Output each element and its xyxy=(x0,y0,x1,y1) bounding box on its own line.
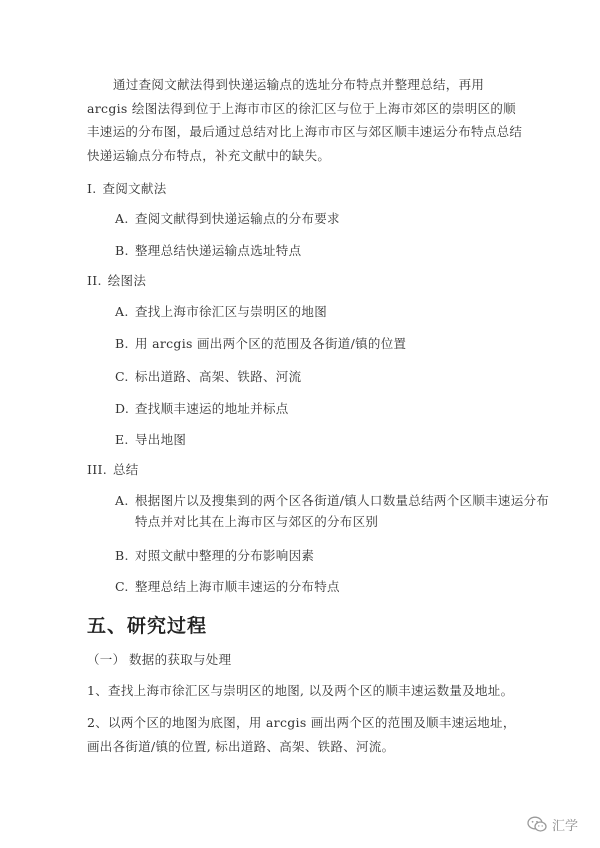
item-text: 根据图片以及搜集到的两个区各街道/镇人口数量总结两个区顺丰速运分布特点并对比其在上海市区与郊区的分布区别 xyxy=(135,493,550,529)
list-item xyxy=(115,368,301,386)
item-marker: C. xyxy=(115,369,129,384)
item-marker: C. xyxy=(115,579,129,594)
section-title: 查阅文献法 xyxy=(102,181,167,196)
item-marker: A. xyxy=(115,304,129,319)
item-marker: B. xyxy=(115,336,129,351)
subheading-text: 数据的获取与处理 xyxy=(129,652,232,667)
list-item xyxy=(115,431,186,449)
item-marker: E. xyxy=(115,432,129,447)
list-item xyxy=(115,547,314,565)
watermark xyxy=(527,815,578,834)
item-text: 查找上海市徐汇区与崇明区的地图 xyxy=(135,304,328,319)
watermark-text: 汇学 xyxy=(551,819,578,834)
item-text: 整理总结快递运输点选址特点 xyxy=(135,243,302,258)
list-item xyxy=(115,210,340,228)
list-item xyxy=(115,490,555,532)
step-paragraph: 1、查找上海市徐汇区与崇明区的地图, 以及两个区的顺丰速运数量及地址。 xyxy=(87,683,514,698)
step-paragraph: 2、以两个区的地图为底图，用 arcgis 画出两个区的范围及顺丰速运地址，画出各街道/镇的位置, 标出道路、高架、铁路、河流。 xyxy=(87,715,516,754)
list-item xyxy=(115,242,301,260)
section-marker: I. xyxy=(87,181,97,196)
section-heading: 五、研究过程 xyxy=(87,615,208,637)
item-marker: D. xyxy=(115,401,130,416)
list-item xyxy=(115,303,327,321)
item-text: 标出道路、高架、铁路、河流 xyxy=(135,369,302,384)
subheading-marker: （一） xyxy=(87,652,126,667)
section-marker: II. xyxy=(87,273,102,288)
item-text: 对照文献中整理的分布影响因素 xyxy=(135,548,315,563)
section-iii-heading xyxy=(87,461,139,479)
list-item xyxy=(115,578,340,596)
item-marker: B. xyxy=(115,243,129,258)
item-text: 用 arcgis 画出两个区的范围及各街道/镇的位置 xyxy=(135,336,407,351)
subheading xyxy=(87,651,231,669)
item-marker: A. xyxy=(115,211,129,226)
section-ii-heading xyxy=(87,272,146,290)
item-text: 查找顺丰速运的地址并标点 xyxy=(135,401,289,416)
intro-paragraph: 通过查阅文献法得到快递运输点的选址分布特点并整理总结，再用 arcgis 绘图法得到位于上海市市区的徐汇区与位于上海市郊区的崇明区的顺丰速运的分布图，最后通过总结对比上海市市区与郊区顺丰速运分布特点总结快递运输点分布特点，补充文献中的缺失。 xyxy=(87,77,523,163)
list-item xyxy=(115,400,289,418)
wechat-icon xyxy=(527,816,547,833)
item-marker: B. xyxy=(115,548,129,563)
section-marker: III. xyxy=(87,462,107,477)
item-text: 整理总结上海市顺丰速运的分布特点 xyxy=(135,579,340,594)
item-text: 导出地图 xyxy=(135,432,187,447)
section-title: 总结 xyxy=(113,462,139,477)
section-i-heading xyxy=(87,180,167,198)
section-title: 绘图法 xyxy=(107,273,147,288)
item-marker: A. xyxy=(115,493,129,508)
list-item xyxy=(115,335,406,353)
item-text: 查阅文献得到快递运输点的分布要求 xyxy=(135,211,340,226)
